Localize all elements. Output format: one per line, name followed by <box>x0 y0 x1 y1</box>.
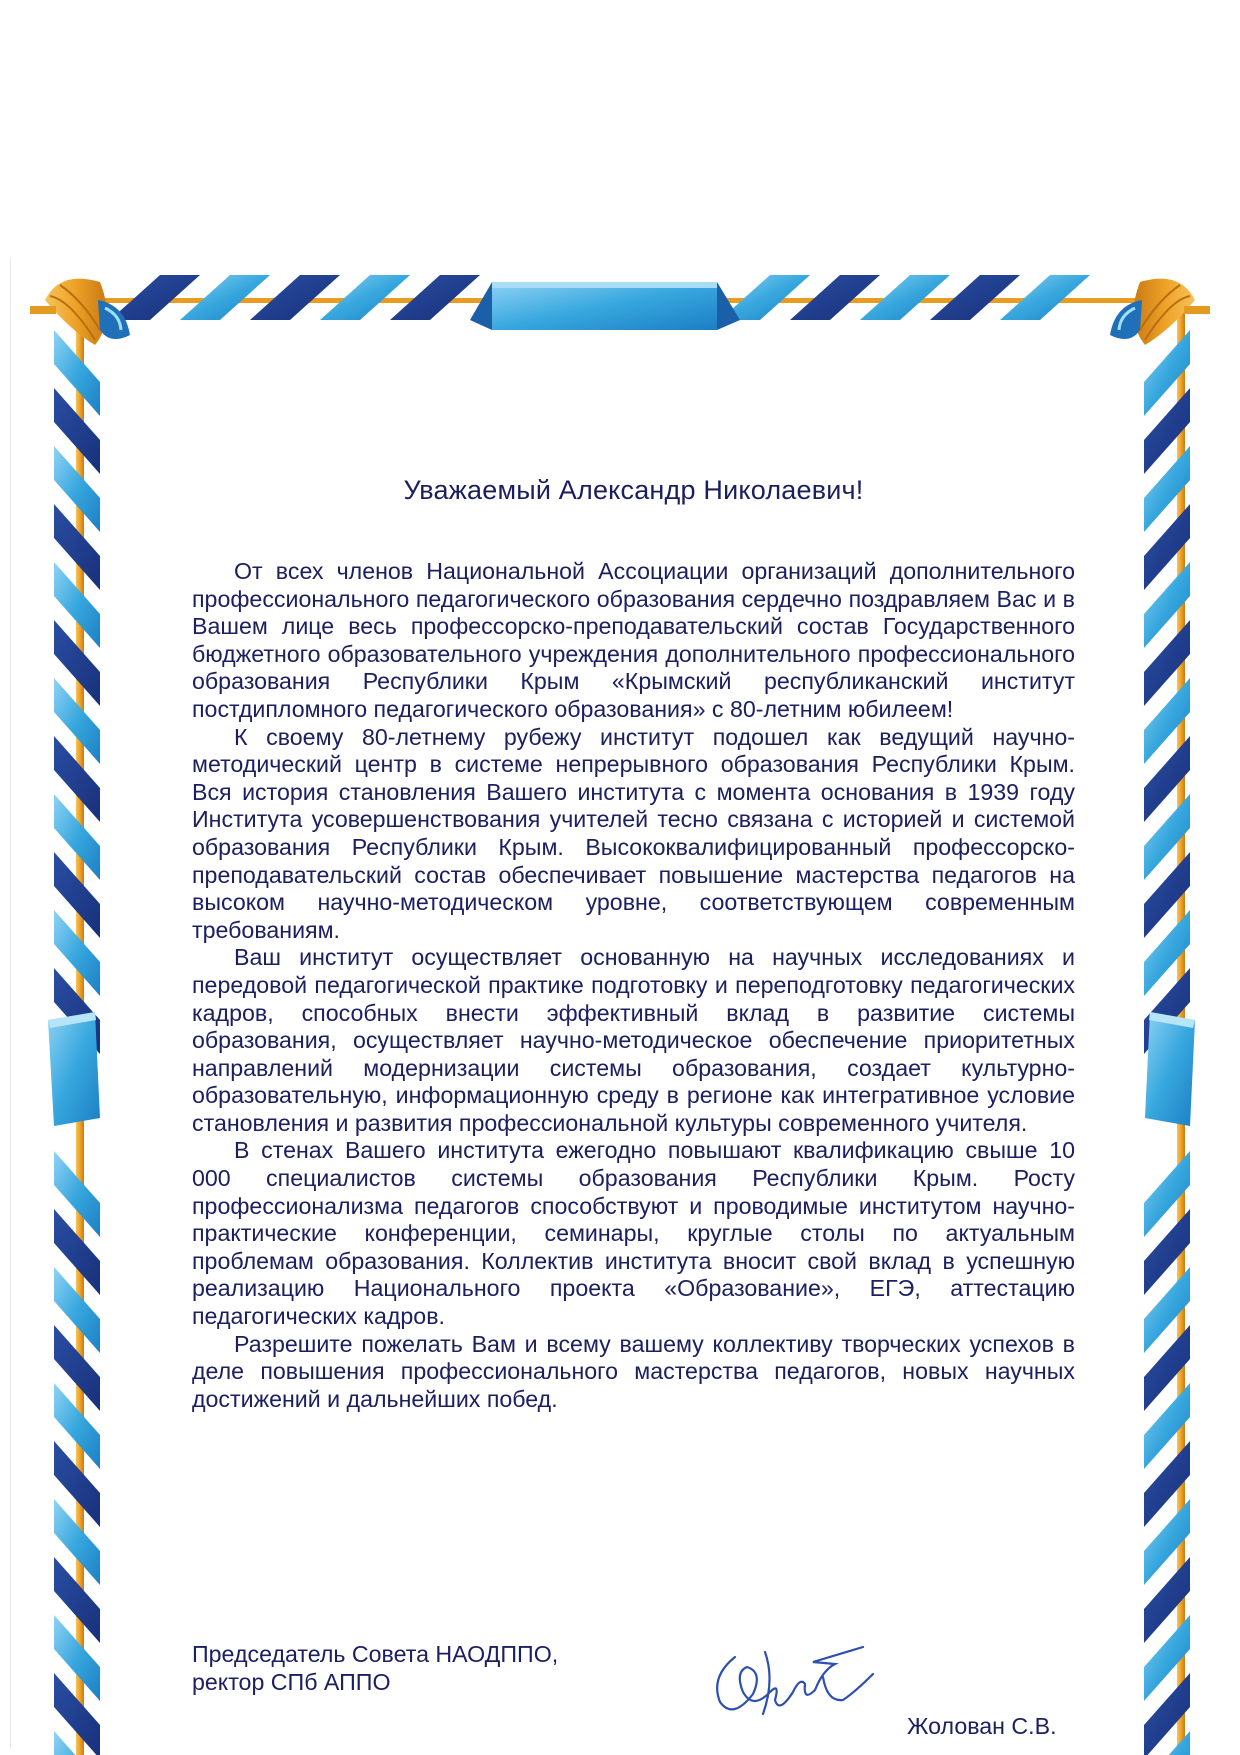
letter-paragraph: От всех членов Национальной Ассоциации организаций дополнительного профессионального педагогического образования сердечно поздравляем Вас и в Вашем лице весь профессорско-преподавательский состав Государственного бюджетного образовательного учреждения дополнительного профессионального образования Республики Крым «Крымский республиканский институт постдипломного педагогического образования» с 80-летним юбилеем! <box>192 558 1075 722</box>
right-ribbon-banner <box>1145 1012 1195 1126</box>
letter-body <box>192 474 1075 1413</box>
letter-salutation: Уважаемый Александр Николаевич! <box>403 475 864 505</box>
signer-name: Жолован С.В. <box>907 1713 1057 1739</box>
signer-position <box>192 1640 558 1696</box>
signer-position-line1: Председатель Совета НАОДППО, <box>192 1641 559 1667</box>
letter-paragraph: Разрешите пожелать Вам и всему вашему коллективу творческих успехов в деле повышения профессионального мастерства педагогов, новых научных достижений и дальнейших побед. <box>192 1330 1075 1412</box>
letter-paragraph: К своему 80-летнему рубежу институт подошел как ведущий научно-методический центр в системе непрерывного образования Республики Крым. Вся история становления Вашего института с момента основания в 1939 году Института усовершенствования учителей тесно связана с историей и системой образования Республики Крым. Высококвалифицированный профессорско-преподавательский состав обеспечивает повышение мастерства педагогов на высоком научно-методическом уровне, соответствующем современным требованиям. <box>192 723 1075 943</box>
letter-paragraph: В стенах Вашего института ежегодно повышают квалификацию свыше 10 000 специалистов системы образования Республики Крым. Росту профессионализма педагогов способствуют и проводимые институтом научно-практические конференции, семинары, круглые столы по актуальным проблемам образования. Коллектив института вносит свой вклад в успешную реализацию Национального проекта «Образование», ЕГЭ, аттестацию педагогических кадров. <box>192 1137 1075 1330</box>
letter-paragraph: Ваш институт осуществляет основанную на научных исследованиях и передовой педагогической практике подготовку и переподготовку педагогических кадров, способных внести эффективный вклад в развитие системы образования, осуществляет научно-методическое обеспечение приоритетных направлений модернизации системы образования, создает культурно-образовательную, информационную среду в регионе как интегративное условие становления и развития профессиональной культуры современного учителя. <box>192 944 1075 1136</box>
gold-fan-ornament-icon <box>1110 279 1210 345</box>
handwritten-signature-icon <box>705 1622 890 1732</box>
signer-position-line2: ректор СПб АППО <box>192 1669 391 1695</box>
left-ribbon-banner <box>48 1012 100 1126</box>
